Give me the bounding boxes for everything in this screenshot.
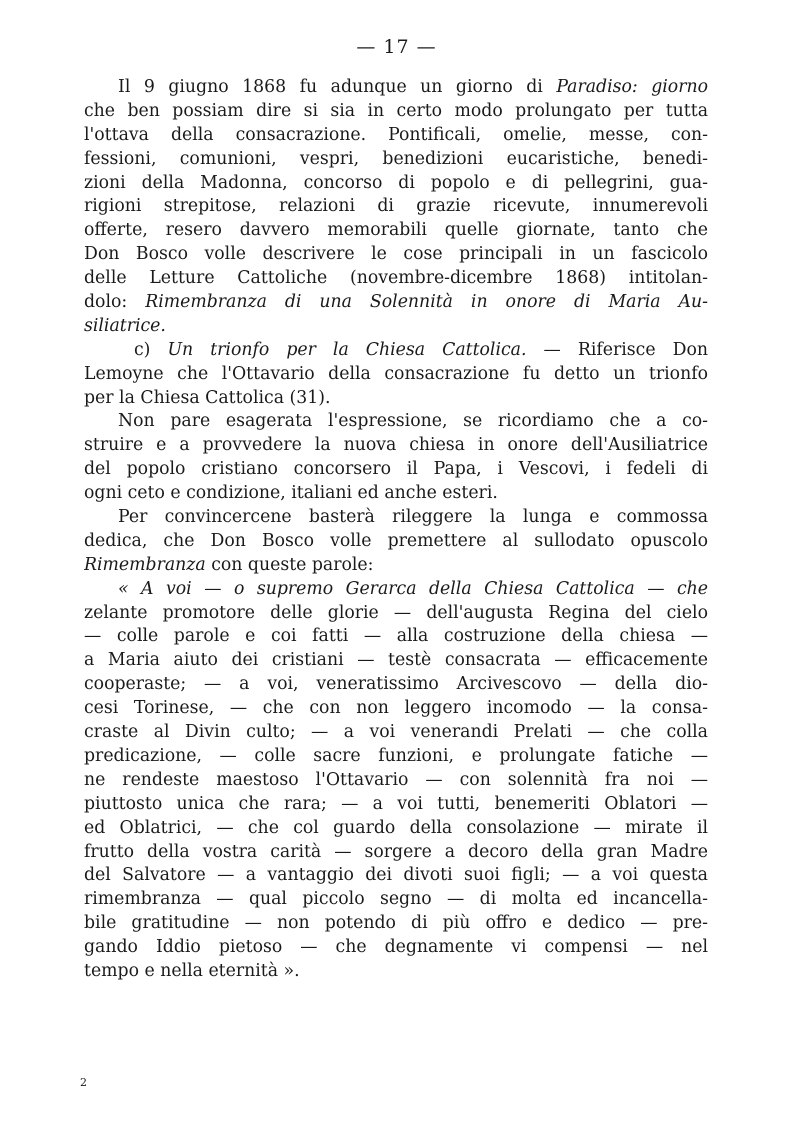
text-segment: tempo e nella eternità ». (84, 960, 300, 981)
text-segment: — Riferisce Don (526, 339, 708, 360)
text-line (84, 960, 708, 984)
text-segment: zioni della Madonna, concorso di popolo e di pellegrini, gua- (84, 172, 708, 193)
text-segment: rigioni strepitose, relazioni di grazie ricevute, innumerevoli (84, 196, 708, 217)
text-line (84, 482, 708, 506)
text-segment: Lemoyne che l'Ottavario della consacrazione fu detto un trionfo (84, 363, 708, 384)
text-segment: struire e a provvedere la nuova chiesa in onore dell'Ausiliatrice (84, 435, 708, 456)
text-line (84, 267, 708, 291)
text-segment: l'ottava della consacrazione. Pontificali, omelie, messe, con- (84, 124, 708, 145)
text-line (84, 697, 708, 721)
text-line (84, 673, 708, 697)
text-segment: dolo: (84, 292, 146, 313)
text-segment: Paradiso: giorno (556, 77, 708, 97)
text-line (84, 769, 708, 793)
text-segment: cesi Torinese, — che con non leggero incomodo — la consa- (84, 698, 708, 719)
text-segment: Un trionfo per la Chiesa Cattolica. (167, 339, 527, 360)
text-line (84, 530, 708, 554)
text-segment: predicazione, — colle sacre funzioni, e prolungate fatiche — (84, 745, 708, 766)
text-line (84, 315, 708, 339)
text-segment: fessioni, comunioni, vespri, benedizioni eucaristiche, benedi- (84, 148, 708, 169)
text-segment: del Salvatore — a vantaggio dei divoti suoi figli; — a voi questa (84, 865, 708, 886)
text-segment: frutto della vostra carità — sorgere a decoro della gran Madre (84, 841, 708, 862)
text-line (84, 339, 708, 363)
text-segment: Per convincercene basterà rileggere la lunga e commossa (118, 507, 708, 528)
text-segment: Rimembranza di una Solennità in onore di Maria Au- (145, 292, 708, 313)
text-segment: c) (134, 339, 168, 360)
text-line (84, 148, 708, 172)
text-segment: gando Iddio pietoso — che degnamente vi compensi — nel (84, 937, 708, 958)
text-line (84, 793, 708, 817)
text-line (84, 172, 708, 196)
text-segment: ed Oblatrici, — che col guardo della consolazione — mirate il (84, 817, 708, 838)
text-line (84, 864, 708, 888)
text-segment: ogni ceto e condizione, italiani ed anche esteri. (84, 483, 498, 504)
text-segment: craste al Divin culto; — a voi venerandi Prelati — che colla (84, 722, 708, 743)
text-line (84, 506, 708, 530)
text-line (84, 936, 708, 960)
text-line (84, 649, 708, 673)
text-line (84, 625, 708, 649)
text-line (84, 100, 708, 124)
text-segment: zelante promotore delle glorie — dell'augusta Regina del cielo (84, 602, 708, 623)
text-line (84, 888, 708, 912)
text-line (84, 124, 708, 148)
text-line (84, 578, 708, 602)
text-line (84, 554, 708, 578)
text-segment: rimembranza — qual piccolo segno — di molta ed incancella- (84, 889, 708, 910)
text-segment: Don Bosco volle descrivere le cose principali in un fascicolo (84, 244, 708, 265)
text-segment: Non pare esagerata l'espressione, se ricordiamo che a co- (118, 411, 708, 432)
text-segment: dedica, che Don Bosco volle premettere al sullodato opuscolo (84, 530, 708, 551)
text-line (84, 458, 708, 482)
text-segment: bile gratitudine — non potendo di più offro e dedico — pre- (84, 913, 708, 934)
text-line (84, 76, 708, 100)
text-line (84, 912, 708, 936)
text-segment: ne rendeste maestoso l'Ottavario — con solennità fra noi — (84, 769, 708, 790)
text-segment: piuttosto unica che rara; — a voi tutti, benemeriti Oblatori — (84, 793, 708, 814)
text-line (84, 745, 708, 769)
text-line (84, 195, 708, 219)
text-line (84, 817, 708, 841)
footer-signature-mark: 2 (80, 1076, 87, 1089)
text-segment: del popolo cristiano concorsero il Papa, i Vescovi, i fedeli di (84, 459, 708, 480)
text-line (84, 363, 708, 387)
text-segment: per la Chiesa Cattolica (31). (84, 387, 331, 408)
text-segment: Il 9 giugno 1868 fu adunque un giorno di (118, 77, 557, 97)
text-line (84, 721, 708, 745)
text-line (84, 841, 708, 865)
text-segment: « A voi — o supremo Gerarca della Chiesa Cattolica — che (118, 578, 708, 599)
text-line (84, 602, 708, 626)
text-line (84, 387, 708, 411)
text-segment: siliatrice. (84, 315, 166, 336)
text-segment: a Maria aiuto dei cristiani — testè consacrata — efficacemente (84, 650, 708, 671)
text-segment: con queste parole: (205, 554, 374, 575)
page-number: — 17 — (356, 36, 437, 58)
text-segment: che ben possiam dire si sia in certo modo prolungato per tutta (84, 100, 708, 121)
text-segment: cooperaste; — a voi, veneratissimo Arcivescovo — della dio- (84, 674, 708, 695)
text-line (84, 410, 708, 434)
text-line (84, 243, 708, 267)
text-segment: offerte, resero davvero memorabili quelle giornate, tanto che (84, 220, 708, 241)
body-text (84, 76, 708, 984)
text-line (84, 434, 708, 458)
text-segment: — colle parole e coi fatti — alla costruzione della chiesa — (84, 626, 708, 647)
text-segment: delle Letture Cattoliche (novembre-dicembre 1868) intitolan- (84, 268, 708, 289)
text-line (84, 291, 708, 315)
text-segment: Rimembranza (84, 554, 206, 575)
text-line (84, 219, 708, 243)
